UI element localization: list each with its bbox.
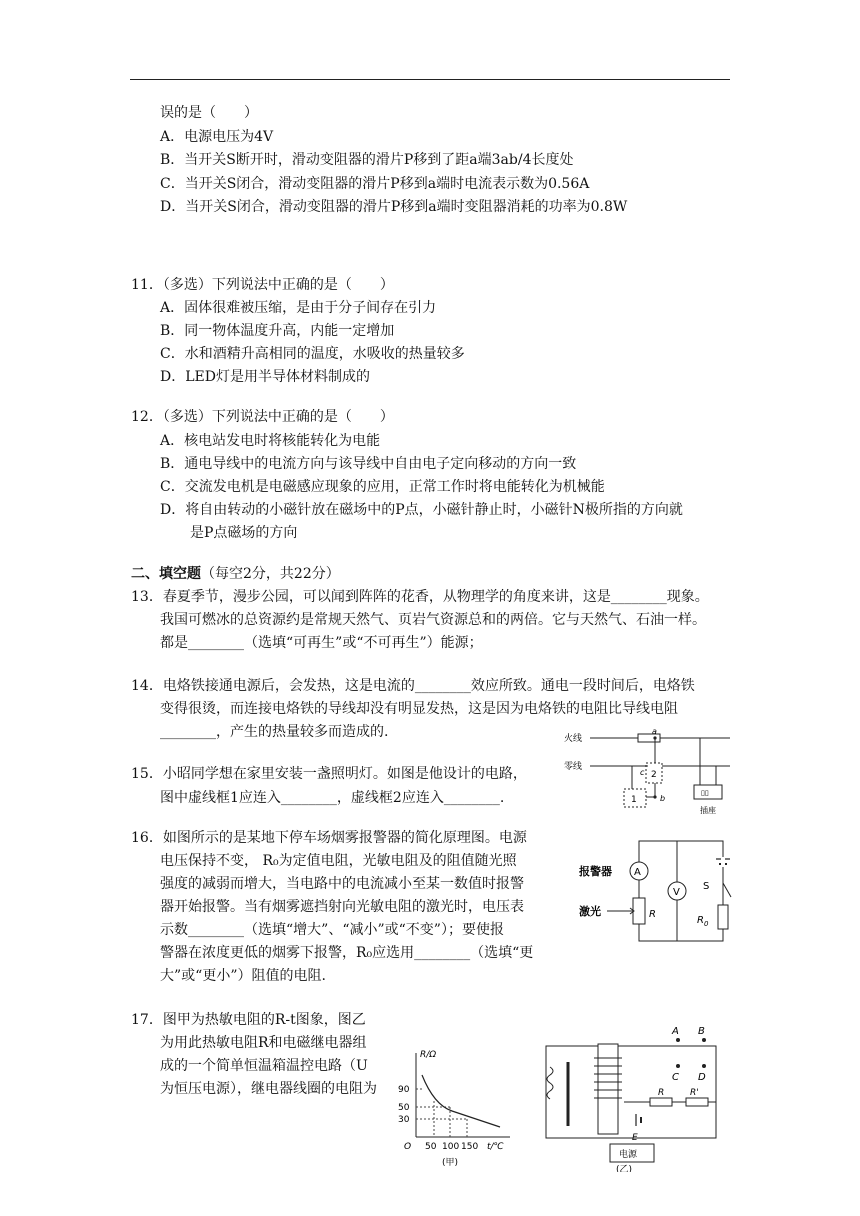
q13-line-2: 我国可燃冰的总资源约是常规天然气、页岩气资源总和的两倍。它与天然气、石油一样。 bbox=[160, 612, 706, 628]
graph-x-axis-label: t/℃ bbox=[487, 1142, 504, 1152]
tick-x150: 150 bbox=[461, 1142, 479, 1152]
contact-c-label: C bbox=[672, 1072, 679, 1083]
neutral-wire-label: 零线 bbox=[564, 762, 583, 772]
contact-d-label: D bbox=[698, 1072, 706, 1083]
graph-origin: O bbox=[404, 1142, 412, 1152]
rheostat-label: R' bbox=[690, 1088, 699, 1098]
contact-b-label: B bbox=[698, 1026, 705, 1037]
q17-line-1: 17．图甲为热敏电阻的R-t图象，图乙 bbox=[131, 1012, 366, 1028]
box-1-label: 1 bbox=[631, 795, 637, 805]
thermistor-label: R bbox=[658, 1088, 665, 1098]
q13-line-1: 13．春夏季节，漫步公园，可以闻到阵阵的花香，从物理学的角度来讲，这是________现象。 bbox=[131, 589, 709, 605]
q12-stem: 12．（多选）下列说法中正确的是（ ） bbox=[131, 409, 394, 425]
section-title: 二、填空题 bbox=[131, 566, 201, 582]
section-heading bbox=[131, 565, 340, 583]
q15-line-1: 15．小昭同学想在家里安装一盏照明灯。如图是他设计的电路， bbox=[131, 766, 527, 782]
q14-line-1: 14．电烙铁接通电源后，会发热，这是电流的________效应所致。通电一段时间后，电烙铁 bbox=[131, 678, 695, 694]
battery-gap bbox=[721, 857, 725, 867]
r0-main: R bbox=[697, 915, 704, 926]
q12-option-c: C．交流发电机是电磁感应现象的应用，正常工作时将电能转化为机械能 bbox=[160, 479, 605, 495]
q14-line-3: ________，产生的热量较多而造成的. bbox=[160, 724, 389, 740]
contact-c bbox=[676, 1064, 680, 1068]
r0-sub: 0 bbox=[703, 920, 709, 928]
contact-d bbox=[702, 1064, 706, 1068]
point-c-label: c bbox=[640, 768, 645, 777]
q12-option-b: B．通电导线中的电流方向与该导线中自由电子定向移动的方向一致 bbox=[160, 456, 577, 472]
q10-option-b: B．当开关S断开时，滑动变阻器的滑片P移到了距a端3ab/4长度处 bbox=[160, 152, 574, 168]
tick-30: 30 bbox=[398, 1115, 410, 1125]
q14-line-2: 变得很烫，而连接电烙铁的导线却没有明显发热，这是因为电烙铁的电阻比导线电阻 bbox=[160, 701, 678, 717]
figure-17-relay-circuit bbox=[528, 1022, 738, 1172]
box-2-label: 2 bbox=[651, 770, 657, 780]
contact-b bbox=[702, 1038, 706, 1042]
rheostat-R-prime bbox=[686, 1098, 708, 1106]
q16-line-5: 示数________（选填“增大”、“减小”或“不变”）；要使报 bbox=[160, 922, 504, 938]
q11-option-a: A．固体很难被压缩，是由于分子间存在引力 bbox=[160, 300, 437, 316]
q17-line-3: 成的一个简单恒温箱温控电路（U bbox=[160, 1058, 368, 1074]
tick-90: 90 bbox=[398, 1085, 410, 1095]
q12-option-a: A．核电站发电时将核能转化为电能 bbox=[160, 433, 381, 449]
alarm-label: 报警器 bbox=[579, 865, 612, 878]
q16-line-3: 强度的减弱而增大，当电路中的电流减小至某一数值时报警 bbox=[160, 876, 524, 892]
q13-line-3: 都是________（选填“可再生”或“不可再生”）能源； bbox=[160, 635, 483, 651]
ammeter-label: A bbox=[634, 867, 641, 878]
figure-15-circuit bbox=[560, 725, 730, 820]
contact-a-label: A bbox=[672, 1026, 679, 1037]
tick-x100: 100 bbox=[442, 1142, 460, 1152]
live-wire-label: 火线 bbox=[564, 734, 583, 744]
q17-line-2: 为用此热敏电阻R和电磁继电器组 bbox=[160, 1035, 367, 1051]
battery-E-label: E bbox=[632, 1133, 638, 1143]
q10-option-d: D．当开关S闭合，滑动变阻器的滑片P移到a端时变阻器消耗的功率为0.8W bbox=[160, 199, 628, 215]
q11-option-b: B．同一物体温度升高，内能一定增加 bbox=[160, 323, 395, 339]
q16-line-1: 16．如图所示的是某地下停车场烟雾报警器的简化原理图。电源 bbox=[131, 830, 527, 846]
section-note: （每空2分，共22分） bbox=[201, 566, 340, 582]
q16-line-6: 警器在浓度更低的烟雾下报警，R₀应选用________（选填“更 bbox=[160, 945, 534, 961]
figure-16-circuit bbox=[575, 835, 740, 947]
resistor-R0 bbox=[718, 905, 728, 929]
point-a-label: a bbox=[652, 727, 657, 736]
q12-option-d: D．将自由转动的小磁针放在磁场中的P点，小磁针静止时，小磁针N极所指的方向就 bbox=[160, 502, 683, 518]
q11-option-c: C．水和酒精升高相同的温度，水吸收的热量较多 bbox=[160, 346, 465, 362]
q16-line-2: 电压保持不变， R₀为定值电阻，光敏电阻及的阻值随光照 bbox=[160, 853, 517, 869]
resistor-R0-label bbox=[697, 915, 709, 928]
q16-line-4: 器开始报警。当有烟雾遮挡射向光敏电阻的激光时，电压表 bbox=[160, 899, 524, 915]
tick-50: 50 bbox=[398, 1103, 410, 1113]
thermistor-R bbox=[650, 1098, 672, 1106]
figure-17-graph bbox=[392, 1045, 524, 1170]
laser-label: 激光 bbox=[579, 905, 601, 918]
contact-a bbox=[676, 1038, 680, 1042]
relay-spring bbox=[547, 1067, 553, 1099]
socket-holes: ▯▯ bbox=[701, 789, 709, 797]
graph-y-axis-label: R/Ω bbox=[420, 1050, 437, 1060]
q12-option-d-cont: 是P点磁场的方向 bbox=[190, 525, 298, 541]
switch-S bbox=[723, 883, 731, 897]
point-b-label: b bbox=[660, 794, 666, 803]
q15-line-2: 图中虚线框1应连入________，虚线框2应连入________. bbox=[160, 790, 505, 806]
header-rule bbox=[130, 79, 730, 80]
q10-option-a: A．电源电压为4V bbox=[160, 129, 274, 145]
power-supply-label: 电源 bbox=[619, 1150, 638, 1160]
voltmeter-label: V bbox=[673, 887, 680, 898]
resistor-R-label: R bbox=[649, 909, 656, 920]
graph-caption: (甲) bbox=[442, 1158, 459, 1168]
q11-stem: 11．（多选）下列说法中正确的是（ ） bbox=[131, 277, 394, 293]
socket-label: 插座 bbox=[700, 806, 716, 815]
q10-option-c: C．当开关S闭合，滑动变阻器的滑片P移到a端时电流表示数为0.56A bbox=[160, 176, 590, 192]
switch-label: S bbox=[703, 881, 710, 892]
q17-line-4: 为恒压电源），继电器线圈的电阻为 bbox=[160, 1081, 377, 1097]
q10-stem-end: 误的是（ ） bbox=[160, 105, 258, 121]
q16-line-7: 大”或“更小”）阻值的电阻. bbox=[160, 968, 326, 984]
q11-option-d: D．LED灯是用半导体材料制成的 bbox=[160, 369, 370, 385]
relay-caption: (乙) bbox=[616, 1165, 633, 1172]
tick-x50: 50 bbox=[425, 1142, 437, 1152]
